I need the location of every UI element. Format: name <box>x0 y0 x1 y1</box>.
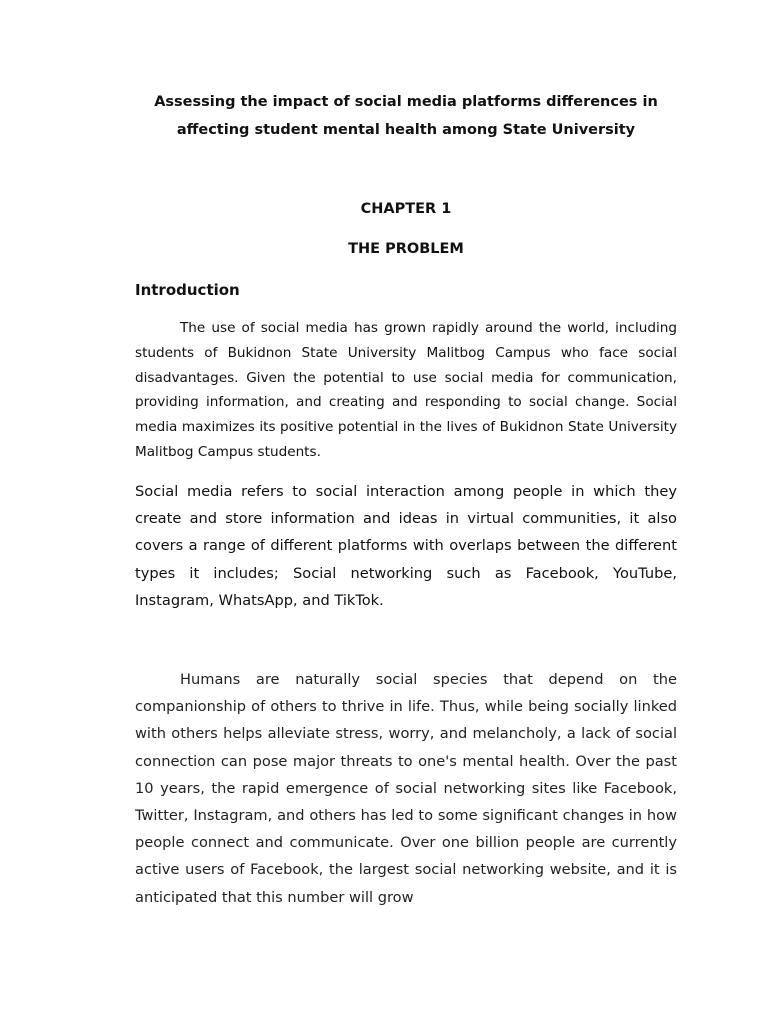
paragraph-2: Social media refers to social interaction among people in which they create and store information and ideas in virtual communities, it also covers a range of different platforms with overlaps between the different types it includes; Social networking such as Facebook, YouTube, Instagram, WhatsApp, and TikTok. <box>135 483 677 609</box>
section-heading-introduction: Introduction <box>135 281 240 299</box>
chapter-number: CHAPTER 1 <box>360 201 452 217</box>
paragraph-1: The use of social media has grown rapidly around the world, including students of Bukidnon State University Malitbog Campus who face social disadvantages. Given the potential to use social media for communication, providing information, and creating and responding to social change. Social media maximizes its positive potential in the lives of Bukidnon State University Malitbog Campus students. <box>135 320 677 460</box>
document-title: Assessing the impact of social media platforms differences in affecting student mental health among State University <box>154 94 658 138</box>
chapter-title: THE PROBLEM <box>348 241 464 257</box>
paragraph-3: Humans are naturally social species that depend on the companionship of others to thrive in life. Thus, while being socially linked with others helps alleviate stress, worry, and melancholy, a lack of social connection can pose major threats to one's mental health. Over the past 10 years, the rapid emergence of social networking sites like Facebook, Twitter, Instagram, and others has led to some significant changes in how people connect and communicate. Over one billion people are currently active users of Facebook, the largest social networking website, and it is anticipated that this number will grow <box>135 671 677 906</box>
